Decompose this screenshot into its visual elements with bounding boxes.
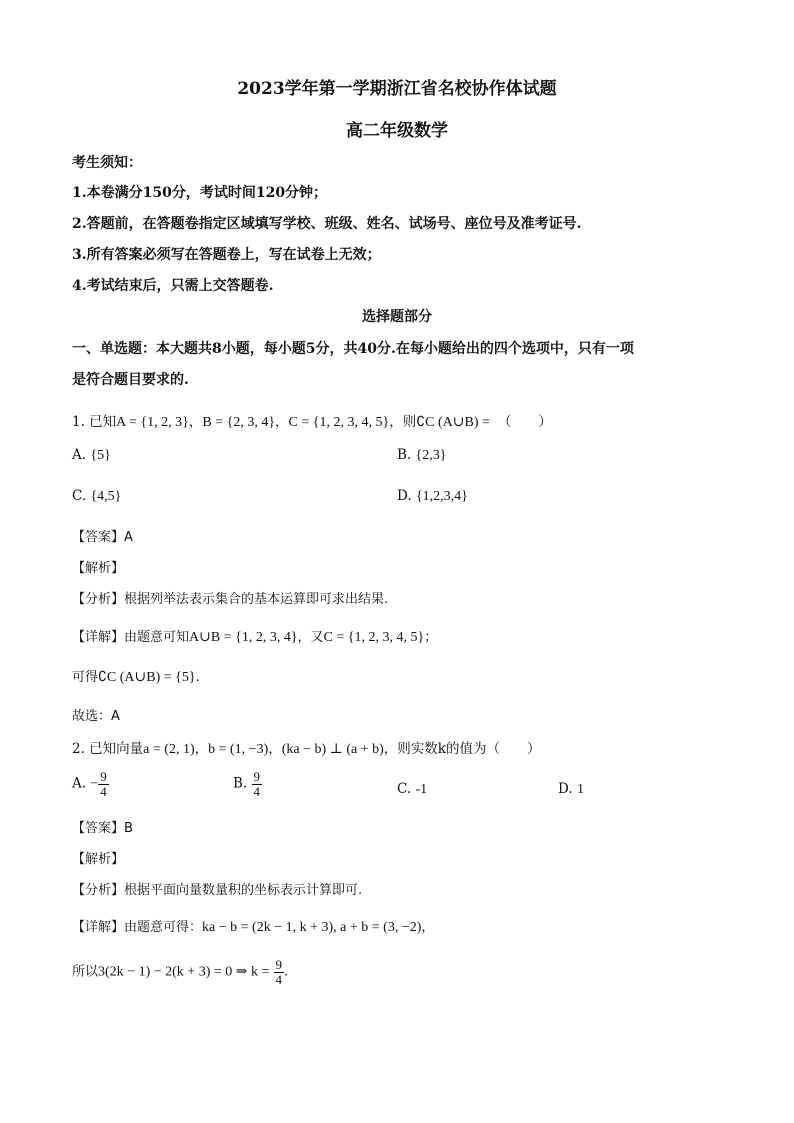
notice-item: 3.所有答案必须写在答题卷上，写在试卷上无效； [72, 247, 381, 263]
question-1-prefix: 1. 已知 [72, 414, 117, 430]
option-d: D. {1,2,3,4} [397, 488, 468, 504]
answer-value: B [124, 821, 133, 836]
vector-b: b = (1, −3) [208, 742, 269, 757]
option-c: C. -1 [397, 781, 428, 797]
option-a: A. {5} [72, 447, 111, 463]
option-c: C. {4,5} [72, 488, 122, 504]
fenxi-text: 根据列举法表示集合的基本运算即可求出结果. [124, 592, 389, 607]
notice-item: 1.本卷满分150分，考试时间120分钟； [72, 185, 328, 201]
fenxi-line [72, 588, 388, 607]
question-1-query: ∁C (A∪B) = [416, 415, 490, 430]
fenxi-text: 根据平面向量数量积的坐标表示计算即可. [124, 883, 363, 898]
detail-line: 【详解】由题意可得：ka − b = (2k − 1, k + 3), a + b = (3, −2)， [72, 920, 435, 935]
answer-line [72, 526, 133, 545]
option-a: A. − $\frac{9}{4}$ [72, 769, 107, 799]
question-1-then: ，则 [389, 414, 417, 430]
section-instructions-cont: 是符合题目要求的. [72, 372, 189, 388]
set-a: A = {1, 2, 3} [116, 415, 189, 430]
answer-tag: 【答案】 [72, 530, 125, 545]
detail-line-2: 所以3(2k − 1) − 2(k + 3) = 0 ⇒ k = $\frac{9}{4}$ . [72, 957, 289, 987]
answer-value: A [124, 530, 133, 545]
question-2-prefix: 2. 已知向量 [72, 741, 144, 757]
detail-tag: 【详解】 [72, 920, 125, 935]
answer-tag: 【答案】 [72, 821, 125, 836]
option-d: D. 1 [558, 781, 584, 797]
question-2-stem: 2. 已知向量a = (2, 1)，b = (1, −3)，(ka − b) ⊥ (a + b)，则实数k的值为（ ） [72, 741, 541, 757]
set-b: B = {2, 3, 4} [202, 415, 276, 430]
conclusion: 故选：A [72, 709, 120, 724]
answer-line [72, 817, 133, 836]
option-b: B. {2,3} [397, 447, 447, 463]
analysis-tag: 【解析】 [72, 852, 125, 867]
detail-tag: 【详解】 [72, 630, 125, 645]
perpendicular-condition: (ka − b) ⊥ (a + b) [281, 742, 384, 757]
detail-line: 【详解】由题意可知A∪B = {1, 2, 3, 4}，又C = {1, 2, 3, 4, 5}； [72, 630, 438, 645]
option-b: B. $\frac{9}{4}$ [233, 769, 261, 799]
question-2-suffix: ，则实数k的值为（ ） [383, 741, 541, 757]
answer-blank: （ ） [497, 414, 552, 430]
set-c: C = {1, 2, 3, 4, 5} [288, 415, 390, 430]
page-subtitle: 高二年级数学 [346, 121, 448, 141]
page-title: 2023学年第一学期浙江省名校协作体试题 [237, 79, 557, 99]
fenxi-tag: 【分析】 [72, 592, 125, 607]
analysis-tag: 【解析】 [72, 561, 125, 576]
detail-line-2: 可得∁C (A∪B) = {5}. [72, 670, 200, 685]
notice-item: 4.考试结束后，只需上交答题卷. [72, 278, 274, 294]
vector-a: a = (2, 1) [143, 742, 195, 757]
notice-item: 2.答题前，在答题卷指定区域填写学校、班级、姓名、试场号、座位号及准考证号. [72, 216, 582, 232]
section-name: 选择题部分 [362, 309, 432, 325]
notice-heading: 考生须知： [72, 155, 142, 171]
section-instructions: 一、单选题：本大题共8小题，每小题5分，共40分.在每小题给出的四个选项中，只有一项 [72, 341, 634, 357]
question-1-stem: 1. 已知A = {1, 2, 3}，B = {2, 3, 4}，C = {1, 2, 3, 4, 5}，则∁C (A∪B) = （ ） [72, 414, 552, 430]
fenxi-line [72, 879, 362, 898]
fenxi-tag: 【分析】 [72, 883, 125, 898]
